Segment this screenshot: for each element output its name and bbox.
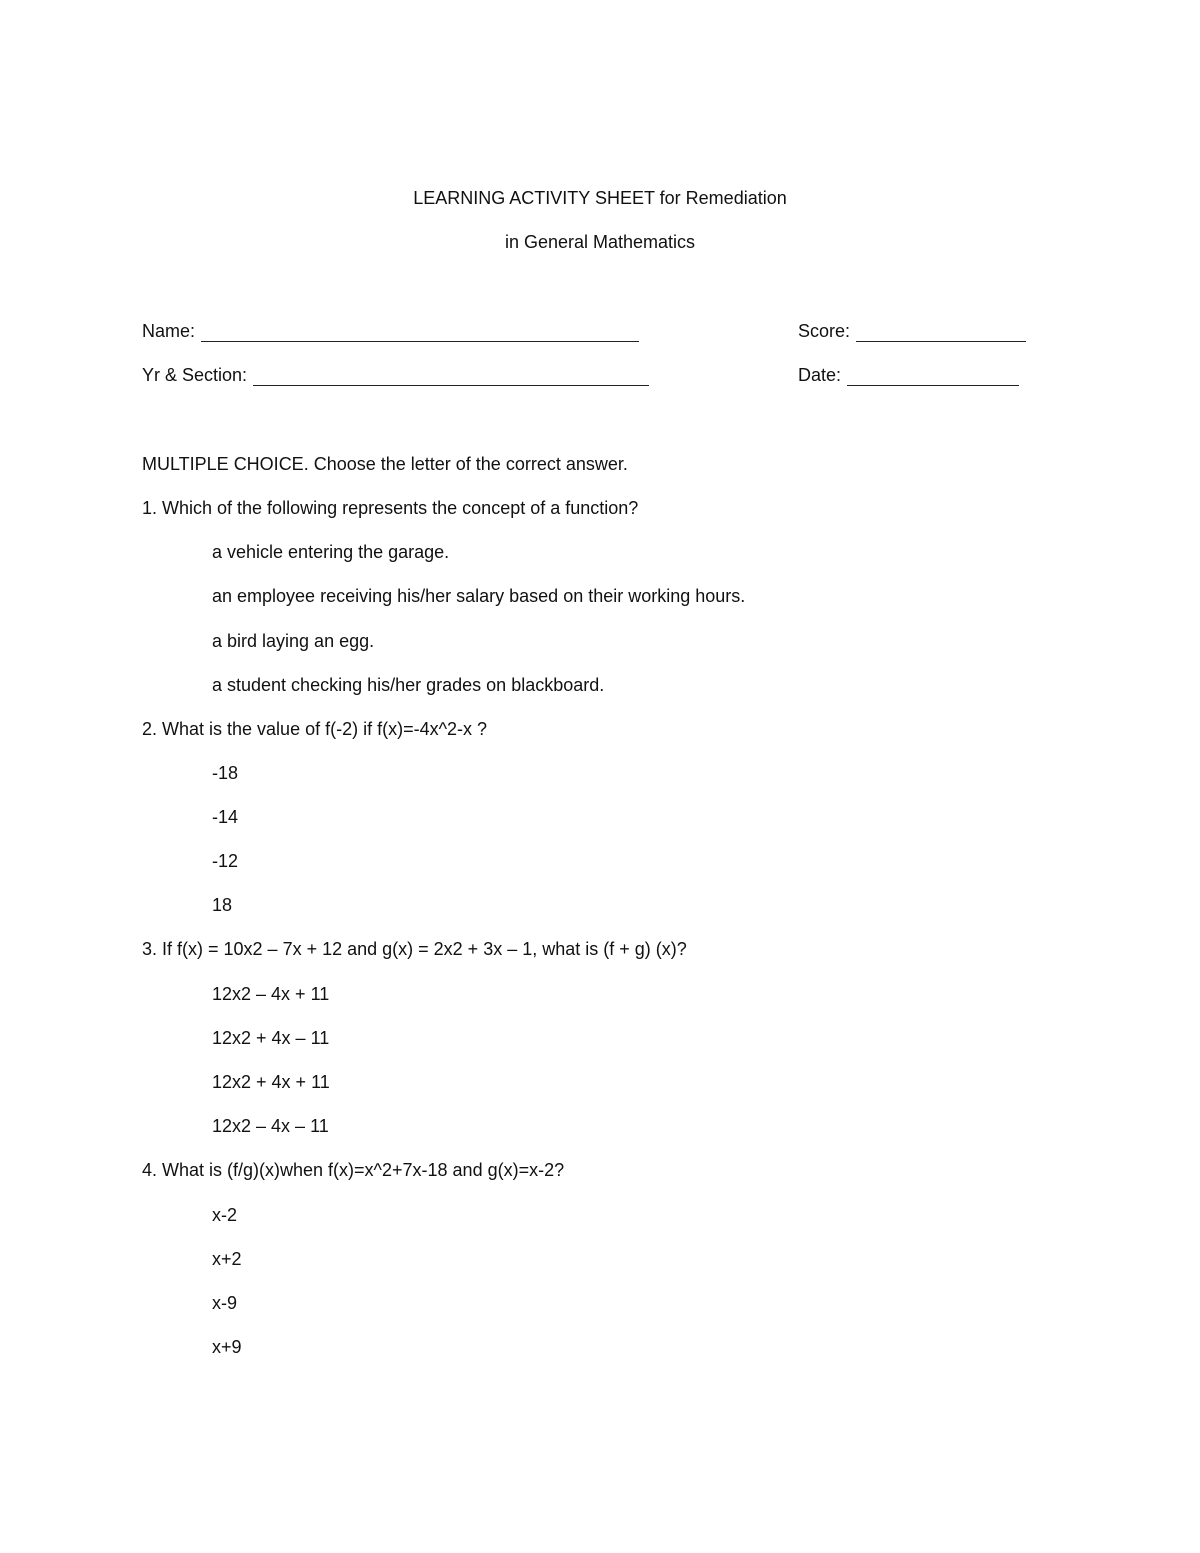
instructions: MULTIPLE CHOICE. Choose the letter of the correct answer. — [142, 454, 628, 474]
date-blank[interactable] — [847, 367, 1019, 386]
question-1-option[interactable]: a vehicle entering the garage. — [212, 542, 450, 562]
section-blank[interactable] — [253, 367, 649, 386]
name-label: Name: — [142, 321, 196, 341]
date-field-row — [798, 365, 1019, 386]
score-blank[interactable] — [856, 323, 1026, 342]
question-4-option[interactable]: x+9 — [212, 1337, 242, 1357]
name-blank[interactable] — [201, 323, 639, 342]
question-3-option[interactable]: 12x2 – 4x – 11 — [212, 1116, 329, 1136]
question-3-option[interactable]: 12x2 + 4x – 11 — [212, 1028, 330, 1048]
question-2: 2. What is the value of f(-2) if f(x)=-4x^2-x ? — [142, 719, 488, 739]
score-field-row — [798, 321, 1026, 342]
question-4: 4. What is (f/g)(x)when f(x)=x^2+7x-18 and g(x)=x-2? — [142, 1160, 565, 1180]
question-2-option[interactable]: -12 — [212, 851, 239, 871]
section-field-row — [142, 365, 649, 386]
question-2-option[interactable]: 18 — [212, 895, 233, 915]
date-label: Date: — [798, 365, 842, 385]
question-1-option[interactable]: an employee receiving his/her salary based on their working hours. — [212, 586, 746, 606]
question-3-option[interactable]: 12x2 + 4x + 11 — [212, 1072, 330, 1092]
question-1: 1. Which of the following represents the concept of a function? — [142, 498, 639, 518]
question-4-option[interactable]: x+2 — [212, 1249, 242, 1269]
section-label: Yr & Section: — [142, 365, 248, 385]
name-field-row — [142, 321, 639, 342]
question-1-option[interactable]: a student checking his/her grades on blackboard. — [212, 675, 605, 695]
question-4-option[interactable]: x-9 — [212, 1293, 238, 1313]
worksheet-title: LEARNING ACTIVITY SHEET for Remediation — [413, 188, 787, 208]
question-1-option[interactable]: a bird laying an egg. — [212, 631, 375, 651]
question-2-option[interactable]: -18 — [212, 763, 239, 783]
worksheet-subtitle: in General Mathematics — [504, 232, 696, 252]
question-3-option[interactable]: 12x2 – 4x + 11 — [212, 984, 330, 1004]
question-3: 3. If f(x) = 10x2 – 7x + 12 and g(x) = 2x2 + 3x – 1, what is (f + g) (x)? — [142, 939, 687, 959]
question-2-option[interactable]: -14 — [212, 807, 239, 827]
score-label: Score: — [798, 321, 851, 341]
question-4-option[interactable]: x-2 — [212, 1205, 238, 1225]
